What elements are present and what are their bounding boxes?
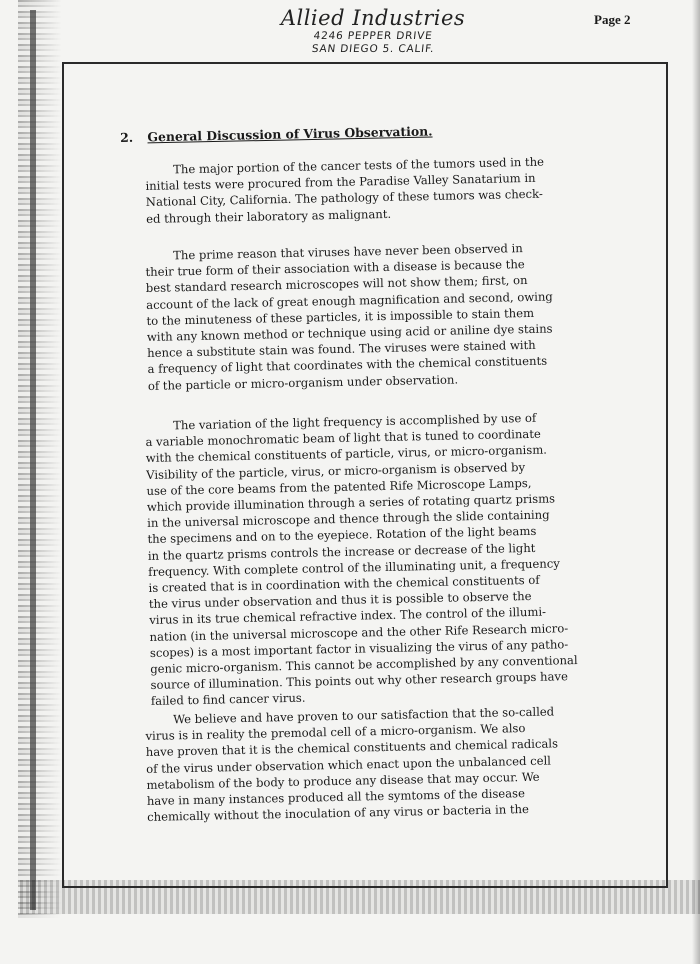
text-line: chemically without the inoculation of any virus or bacteria in the: [147, 802, 530, 825]
text-line: their true form of their association with a disease is because the: [145, 257, 525, 280]
letterhead: [268, 6, 478, 56]
text-line: in the quartz prisms controls the increase or decrease of the light: [147, 540, 536, 563]
text-line: virus in its true chemical refractive index. The control of the illumi-: [149, 605, 547, 628]
text-line: account of the lack of great enough magnification and second, owing: [146, 289, 553, 312]
text-line: nation (in the universal microscope and the other Rife Research micro-: [149, 620, 569, 644]
text-line: with the chemical constituents of particle, virus, or micro-organism.: [145, 442, 548, 466]
text-line: in the universal microscope and thence through the slide containing: [147, 507, 550, 531]
text-line: which provide illumination through a series of rotating quartz prisms: [146, 491, 556, 514]
address-line-2: SAN DIEGO 5. CALIF.: [311, 43, 435, 55]
address-line-1: 4246 PEPPER DRIVE: [312, 30, 434, 42]
scan-binding-edge: [30, 10, 36, 910]
text-line: have proven that it is the chemical constituents and chemical radicals: [145, 736, 559, 760]
text-line: to the minuteness of these particles, it is impossible to stain them: [146, 305, 535, 328]
text-line: of the virus under observation which enact upon the unbalanced cell: [146, 753, 552, 776]
text-line: best standard research microscopes will not show them; first, on: [145, 273, 528, 296]
text-line: The prime reason that viruses have never been observed in: [173, 241, 523, 263]
section-title: General Discussion of Virus Observation.: [147, 123, 433, 145]
scan-shadow-right: [692, 0, 700, 964]
text-line: source of illumination. This points out why other research groups have: [150, 669, 569, 693]
text-line: The variation of the light frequency is accomplished by use of: [173, 410, 537, 433]
text-line: of the particle or micro-organism under observation.: [147, 372, 459, 393]
text-line: genic micro-organism. This cannot be accomplished by any conventional: [150, 653, 578, 676]
paragraph-2: [145, 239, 588, 394]
company-name: Allied Industries: [280, 6, 466, 30]
text-line: hence a substitute stain was found. The viruses were stained with: [147, 338, 536, 361]
text-line: is created that is in coordination with the chemical constituents of: [148, 572, 540, 595]
page-number: Page 2: [594, 12, 631, 27]
text-line: We believe and have proven to our satisfaction that the so-called: [173, 704, 555, 727]
text-line: a variable monochromatic beam of light that is tuned to coordinate: [145, 426, 541, 450]
text-line: The major portion of the cancer tests of the tumors used in the: [173, 154, 545, 177]
text-line: virus is in reality the premodal cell of a micro-organism. We also: [145, 721, 526, 744]
text-line: the specimens and on to the eyepiece. Rotation of the light beams: [147, 524, 537, 547]
text-line: scopes) is a most important factor in visualizing the virus of any patho-: [149, 637, 569, 660]
text-line: failed to find cancer virus.: [150, 691, 306, 709]
text-line: initial tests were procured from the Paradise Valley Sanatarium in: [145, 171, 536, 194]
text-line: metabolism of the body to produce any disease that may occur. We: [146, 769, 540, 792]
text-line: have in many instances produced all the symtoms of the disease: [146, 786, 526, 808]
paragraph-3: [145, 409, 591, 710]
text-line: the virus under observation and thus it is possible to observe the: [148, 589, 532, 612]
text-line: use of the core beams from the patented Rife Microscope Lamps,: [146, 475, 532, 498]
text-line: a frequency of light that coordinates with the chemical constituents: [147, 354, 548, 377]
text-line: National City, California. The pathology of these tumors was check-: [145, 187, 543, 210]
text-line: ed through their laboratory as malignant.: [146, 206, 392, 226]
paragraph-4: [145, 703, 587, 826]
section-number: 2.: [120, 129, 134, 145]
scan-shadow-left: [18, 0, 62, 918]
text-line: with any known method or technique using acid or aniline dye stains: [146, 321, 553, 344]
text-line: frequency. With complete control of the illuminating unit, a frequency: [148, 556, 560, 579]
text-line: Visibility of the particle, virus, or micro-organism is observed by: [146, 459, 526, 482]
paragraph-1: [145, 153, 586, 227]
